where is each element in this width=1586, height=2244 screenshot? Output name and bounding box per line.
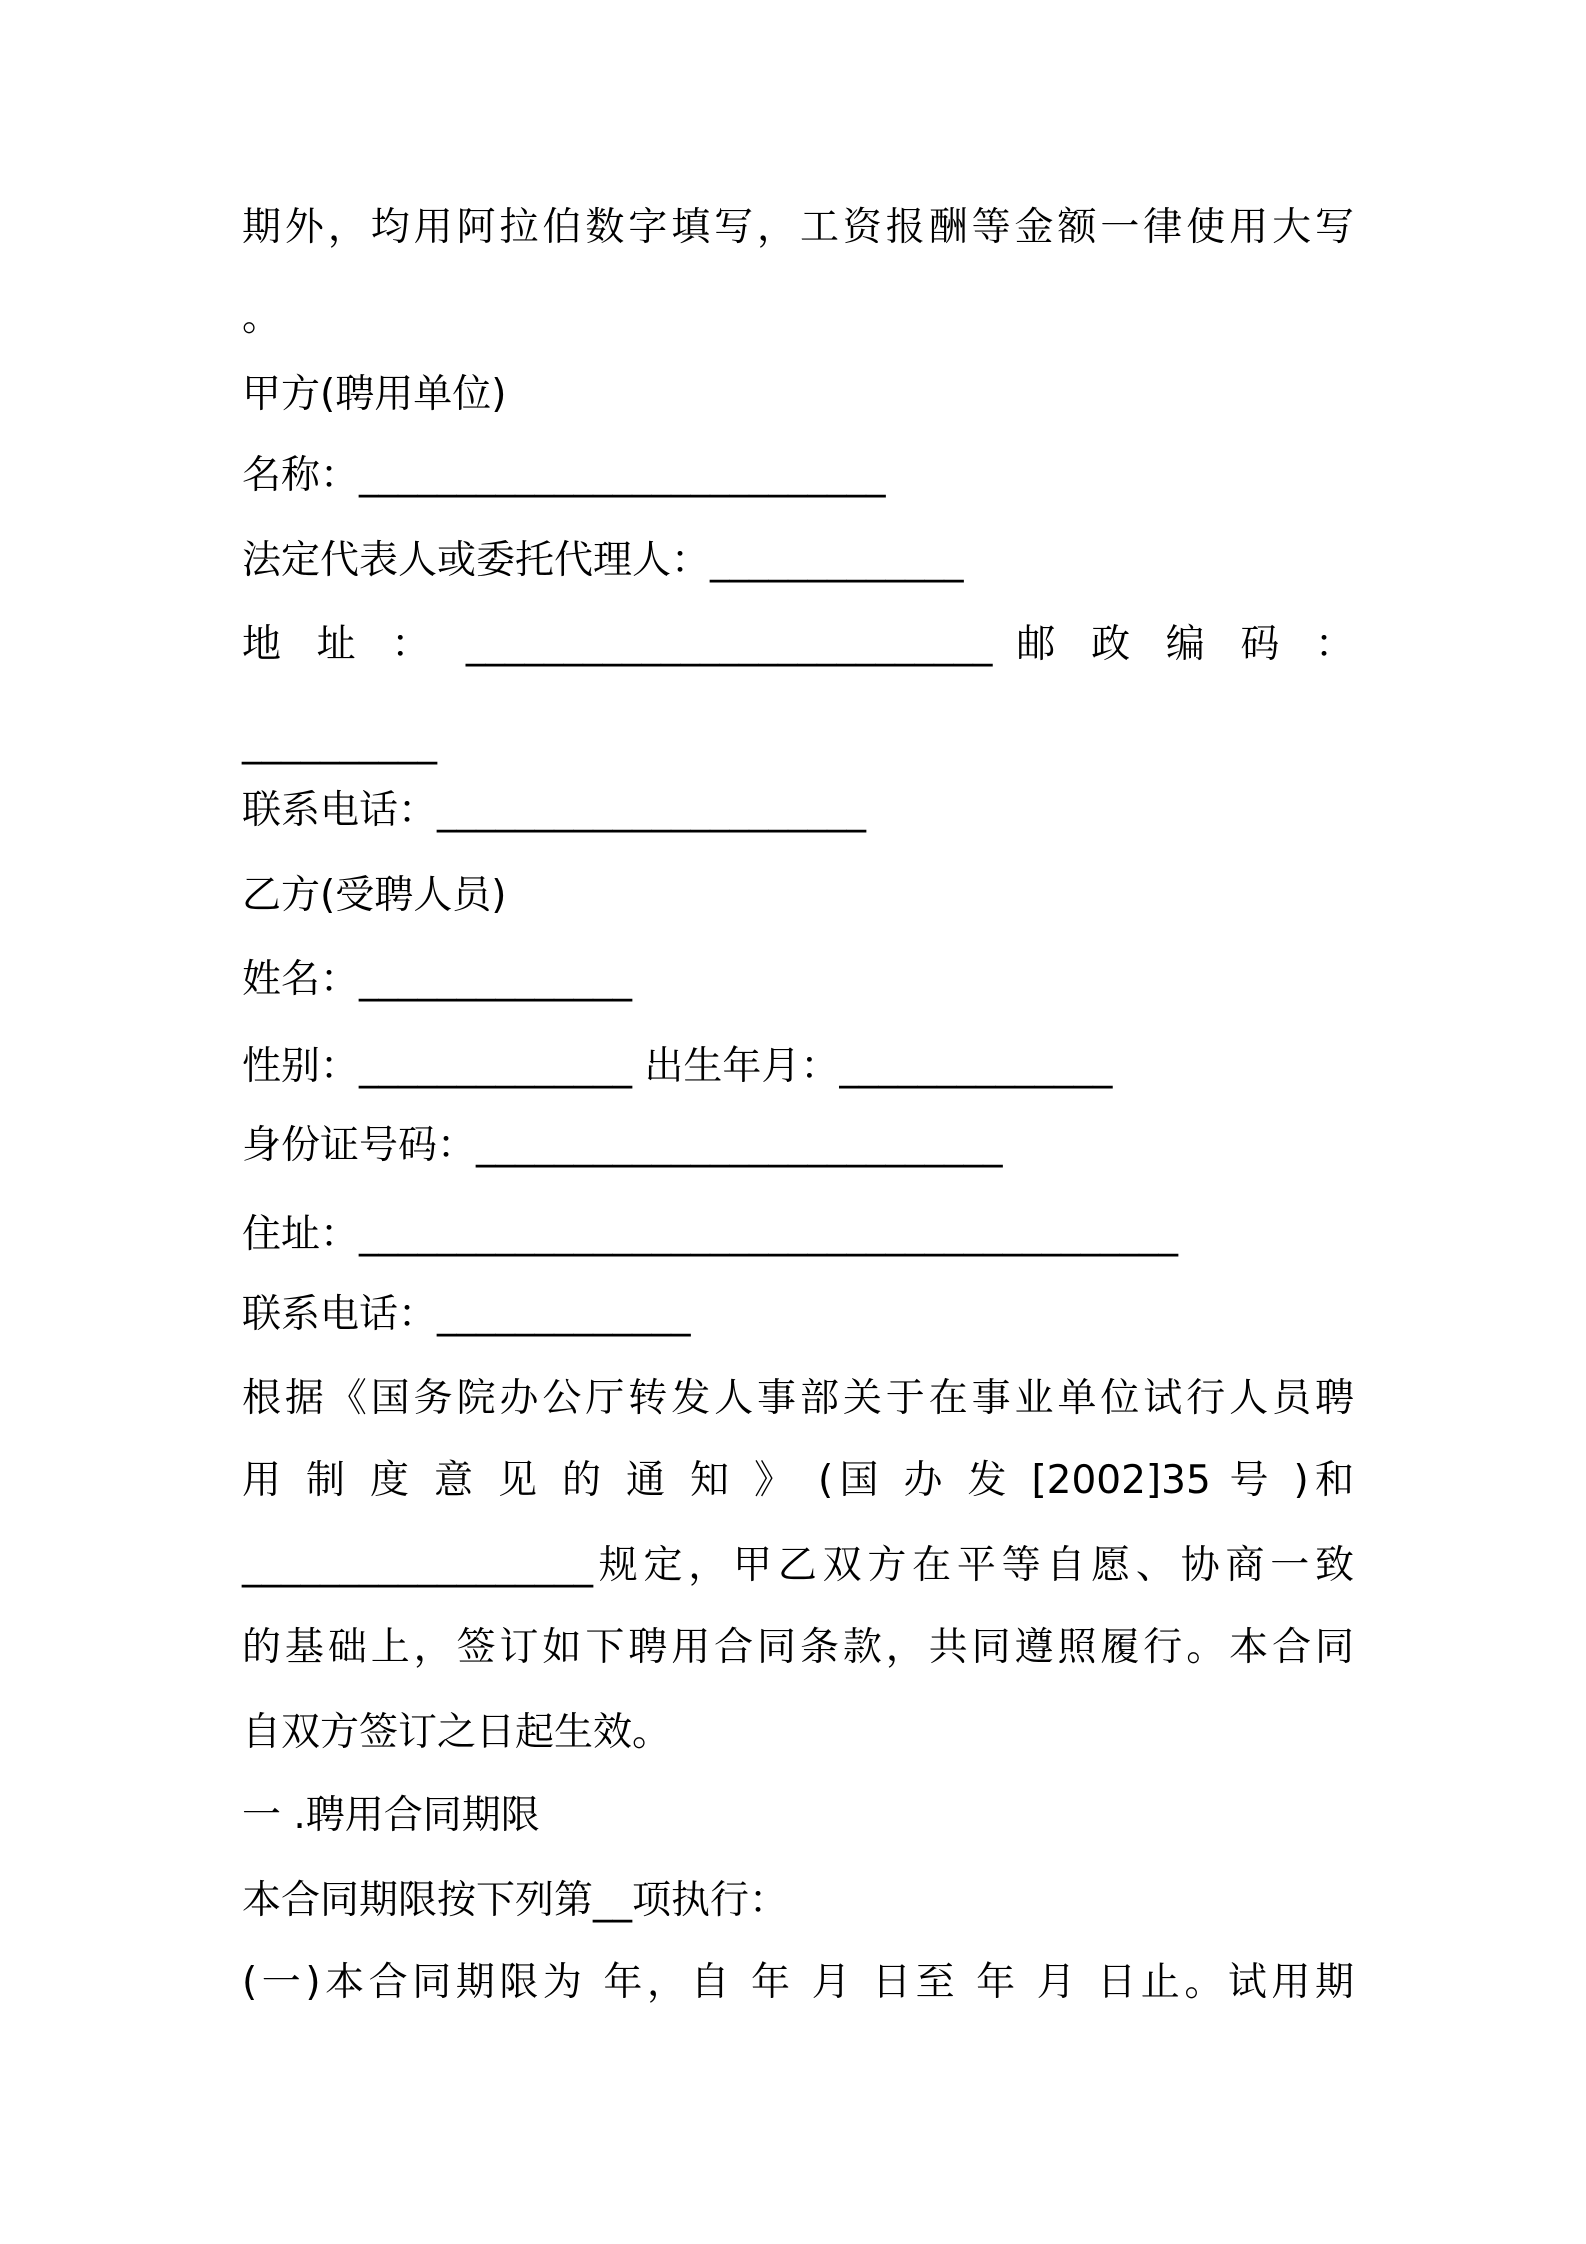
party-b-heading: 乙方(受聘人员) [242,873,507,918]
party-a-phone-field: 联系电话：______________________ [242,788,867,833]
party-b-phone-field: 联系电话：_____________ [242,1292,691,1337]
party-b-id-number-field: 身份证号码：___________________________ [242,1123,1003,1168]
text-line-16: 用 制 度 意 见 的 通 知 》 (国 办 发 [2002]35 号 )和 [242,1458,1354,1503]
text-line-1: 期外，均用阿拉伯数字填写，工资报酬等金额一律使用大写 [242,205,1354,250]
party-b-name-field: 姓名：______________ [242,957,633,1002]
party-a-postcode-blank: __________ [242,720,437,765]
text-line-15: 根据《国务院办公厅转发人事部关于在事业单位试行人员聘 [242,1376,1354,1421]
text-line-22: (一)本合同期限为 年，自 年 月 日至 年 月 日止。试用期 [242,1960,1354,2005]
text-line-17: __________________规定，甲乙双方在平等自愿、协商一致 [242,1543,1354,1588]
section-1-heading: 一 .聘用合同期限 [242,1793,540,1838]
party-a-representative-field: 法定代表人或委托代理人：_____________ [242,538,964,583]
text-line-19: 自双方签订之日起生效。 [242,1710,672,1755]
party-a-name-field: 名称：___________________________ [242,453,886,498]
text-line-18: 的基础上，签订如下聘用合同条款，共同遵照履行。本合同 [242,1625,1354,1670]
party-a-heading: 甲方(聘用单位) [242,372,507,417]
party-b-address-field: 住址：__________________________________________ [242,1212,1179,1257]
text-line-2: 。 [242,295,282,340]
text-line-21: 本合同期限按下列第__项执行： [242,1878,789,1923]
party-a-address-postcode-field: 地 址 ： ___________________________ 邮 政 编 码 ： [242,622,1354,667]
party-b-gender-birth-field: 性别：______________ 出生年月：______________ [242,1044,1113,1089]
